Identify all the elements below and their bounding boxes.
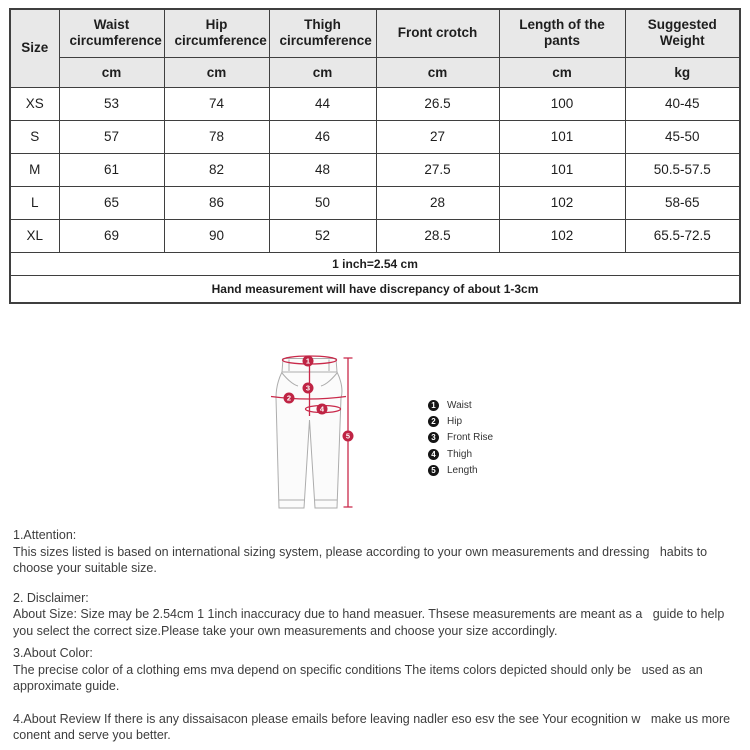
legend-number-4-icon: 4: [428, 449, 439, 460]
svg-text:1: 1: [305, 356, 311, 366]
footnote-inch-conversion: 1 inch=2.54 cm: [10, 252, 740, 275]
cell-weight: 40-45: [625, 87, 740, 120]
table-row-s: [10, 120, 740, 153]
cell-front-crotch: 28.5: [376, 219, 499, 252]
note-attention: [13, 527, 738, 577]
footnote-discrepancy-row: [10, 275, 740, 303]
cell-hip: 90: [164, 219, 269, 252]
legend-item-waist: [428, 397, 493, 413]
column-header-weight: Suggested Weight: [625, 9, 740, 57]
cell-hip: 86: [164, 186, 269, 219]
footnote-inch-row: [10, 252, 740, 275]
unit-hip: cm: [164, 57, 269, 87]
cell-waist: 69: [59, 219, 164, 252]
cell-length: 102: [499, 186, 625, 219]
legend-label: Thigh: [447, 448, 473, 460]
unit-thigh: cm: [269, 57, 376, 87]
legend-item-hip: [428, 413, 493, 429]
table-row-xs: [10, 87, 740, 120]
cell-front-crotch: 27.5: [376, 153, 499, 186]
measurement-diagram: [0, 340, 750, 520]
table-row-m: [10, 153, 740, 186]
legend-item-thigh: [428, 446, 493, 462]
column-header-waist: Waist circumference: [59, 9, 164, 57]
column-header-length: Length of the pants: [499, 9, 625, 57]
column-header-hip: Hip circumference: [164, 9, 269, 57]
cell-weight: 65.5-72.5: [625, 219, 740, 252]
size-chart-table: [9, 8, 741, 304]
table-row-xl: [10, 219, 740, 252]
cell-thigh: 44: [269, 87, 376, 120]
note-heading: 2. Disclaimer:: [13, 590, 89, 605]
cell-length: 101: [499, 120, 625, 153]
table-unit-row: [10, 57, 740, 87]
unit-front-crotch: cm: [376, 57, 499, 87]
cell-thigh: 50: [269, 186, 376, 219]
unit-weight: kg: [625, 57, 740, 87]
measure-marker-1-icon: [303, 356, 314, 367]
legend-label: Hip: [447, 416, 463, 428]
cell-length: 101: [499, 153, 625, 186]
unit-length: cm: [499, 57, 625, 87]
measure-marker-4-icon: [317, 404, 328, 415]
note-heading: 1.Attention:: [13, 528, 77, 542]
legend-number-2-icon: 2: [428, 416, 439, 427]
size-label: XL: [10, 219, 59, 252]
cell-hip: 82: [164, 153, 269, 186]
cell-waist: 65: [59, 186, 164, 219]
cell-length: 100: [499, 87, 625, 120]
svg-text:3: 3: [305, 383, 311, 393]
cell-front-crotch: 27: [376, 120, 499, 153]
cell-weight: 58-65: [625, 186, 740, 219]
diagram-legend: [428, 397, 493, 479]
note-disclaimer: [13, 590, 738, 640]
note-body: The precise color of a clothing ems mva depend on specific conditions The items colors depicted should only be used as an approximate guide.: [13, 662, 707, 693]
note-heading: 3.About Color:: [13, 646, 93, 660]
column-header-thigh: Thigh circumference: [269, 9, 376, 57]
legend-item-front-rise: [428, 430, 493, 446]
cell-hip: 74: [164, 87, 269, 120]
footnote-hand-measurement: Hand measurement will have discrepancy of about 1-3cm: [10, 275, 740, 303]
legend-label: Front Rise: [447, 432, 494, 444]
note-body: This sizes listed is based on international sizing system, please according to your own measurements and dressing habits to choose your suitable size.: [13, 544, 711, 575]
measure-marker-5-icon: [343, 431, 354, 442]
cell-front-crotch: 26.5: [376, 87, 499, 120]
notes-section: [13, 527, 738, 744]
legend-number-3-icon: 3: [428, 432, 439, 443]
cell-weight: 45-50: [625, 120, 740, 153]
cell-length: 102: [499, 219, 625, 252]
cell-thigh: 52: [269, 219, 376, 252]
cell-thigh: 46: [269, 120, 376, 153]
svg-text:4: 4: [319, 404, 325, 414]
note-body: 4.About Review If there is any dissaisacon please emails before leaving nadler eso esv the see Your ecognition w make us more conent and serve you better.: [13, 711, 734, 742]
cell-hip: 78: [164, 120, 269, 153]
size-label: XS: [10, 87, 59, 120]
cell-front-crotch: 28: [376, 186, 499, 219]
cell-waist: 61: [59, 153, 164, 186]
column-header-front-crotch: Front crotch: [376, 9, 499, 57]
size-label: L: [10, 186, 59, 219]
cell-waist: 57: [59, 120, 164, 153]
note-body: About Size: Size may be 2.54cm 1 1inch inaccuracy due to hand measuer. Thsese measurements are meant as a guide to help you select the correct size.Please take your own measurements and choose your size accordingly.: [13, 607, 728, 638]
column-header-size: Size: [10, 9, 59, 87]
cell-weight: 50.5-57.5: [625, 153, 740, 186]
note-about-review: [13, 711, 738, 744]
unit-waist: cm: [59, 57, 164, 87]
size-label: M: [10, 153, 59, 186]
cell-waist: 53: [59, 87, 164, 120]
legend-label: Waist: [447, 399, 472, 411]
cell-thigh: 48: [269, 153, 376, 186]
measure-marker-2-icon: [284, 393, 295, 404]
measure-marker-3-icon: [303, 383, 314, 394]
table-row-l: [10, 186, 740, 219]
legend-item-length: [428, 463, 493, 479]
table-header-row: [10, 9, 740, 57]
size-label: S: [10, 120, 59, 153]
legend-label: Length: [447, 465, 478, 477]
legend-number-5-icon: 5: [428, 465, 439, 476]
note-about-color: [13, 645, 738, 695]
svg-text:5: 5: [345, 431, 351, 441]
legend-number-1-icon: 1: [428, 400, 439, 411]
svg-text:2: 2: [286, 393, 292, 403]
